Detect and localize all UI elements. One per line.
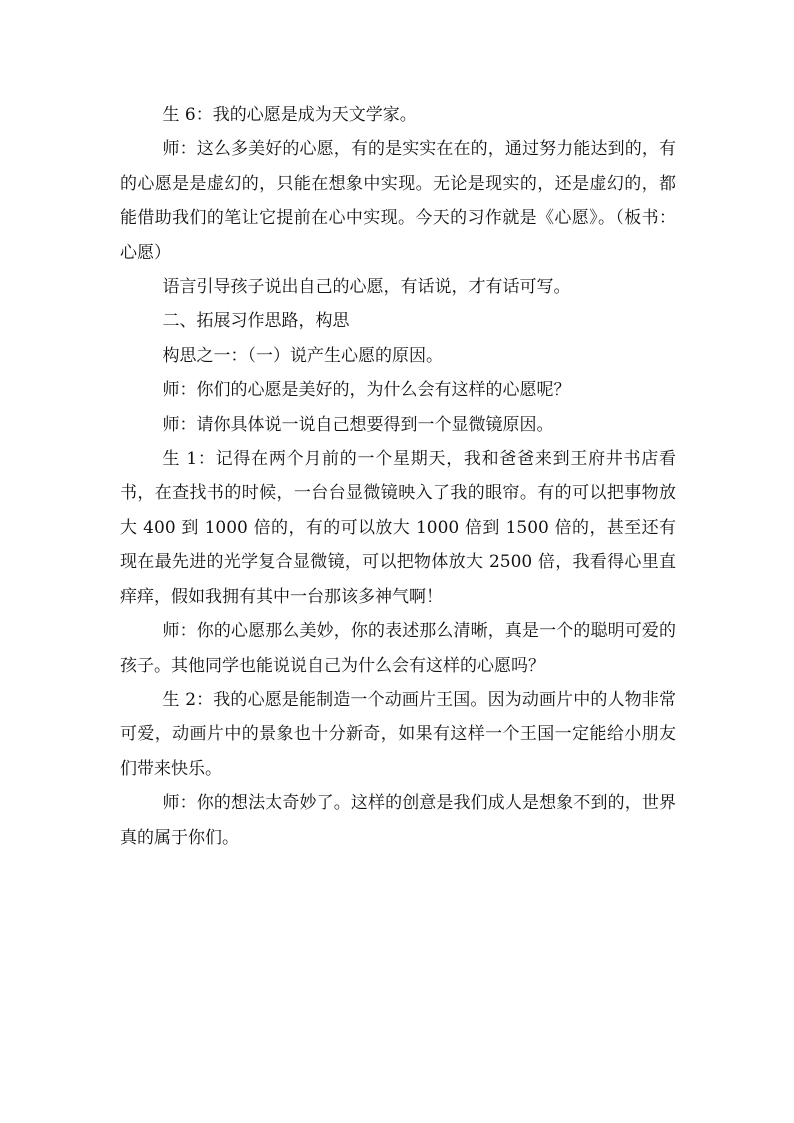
paragraph-teacher-praise: 师：你的心愿那么美妙，你的表述那么清晰，真是一个的聪明可爱的孩子。其他同学也能说说自己为什么会有这样的心愿吗？ <box>120 621 676 676</box>
paragraph-idea-one: 构思之一：（一）说产生心愿的原因。 <box>162 345 443 366</box>
paragraph-teacher-question: 师：你们的心愿是美好的，为什么会有这样的心愿呢？ <box>162 380 571 401</box>
section-heading: 二、拓展习作思路，构思 <box>162 311 350 332</box>
paragraph-teacher-prompt: 师：请你具体说一说自己想要得到一个显微镜原因。 <box>162 414 554 435</box>
document-body <box>120 98 676 855</box>
paragraph-student1-answer: 生 1：记得在两个月前的一个星期天，我和爸爸来到王府井书店看书，在查找书的时候，一台台显微镜映入了我的眼帘。有的可以把事物放大 400 到 1000 倍的，有的可以放大 1000 倍到 1500 倍的，甚至还有现在最先进的光学复合显微镜，可以把物体放大 2500 倍，我看得心里直痒痒，假如我拥有其中一台那该多神气啊！ <box>120 449 676 607</box>
paragraph-guidance-note: 语言引导孩子说出自己的心愿，有话说，才有话可写。 <box>162 277 571 298</box>
paragraph-student2-answer: 生 2：我的心愿是能制造一个动画片王国。因为动画片中的人物非常可爱，动画片中的景象也十分新奇，如果有这样一个王国一定能给小朋友们带来快乐。 <box>120 689 676 779</box>
paragraph-teacher-response: 师：你的想法太奇妙了。这样的创意是我们成人是想象不到的，世界真的属于你们。 <box>120 793 676 848</box>
paragraph-teacher-intro: 师：这么多美好的心愿，有的是实实在在的，通过努力能达到的，有的心愿是是虚幻的，只能在想象中实现。无论是现实的，还是虚幻的，都能借助我们的笔让它提前在心中实现。今天的习作就是《心愿》。（板书：心愿） <box>120 139 676 263</box>
paragraph-student6-wish: 生 6：我的心愿是成为天文学家。 <box>162 105 417 125</box>
